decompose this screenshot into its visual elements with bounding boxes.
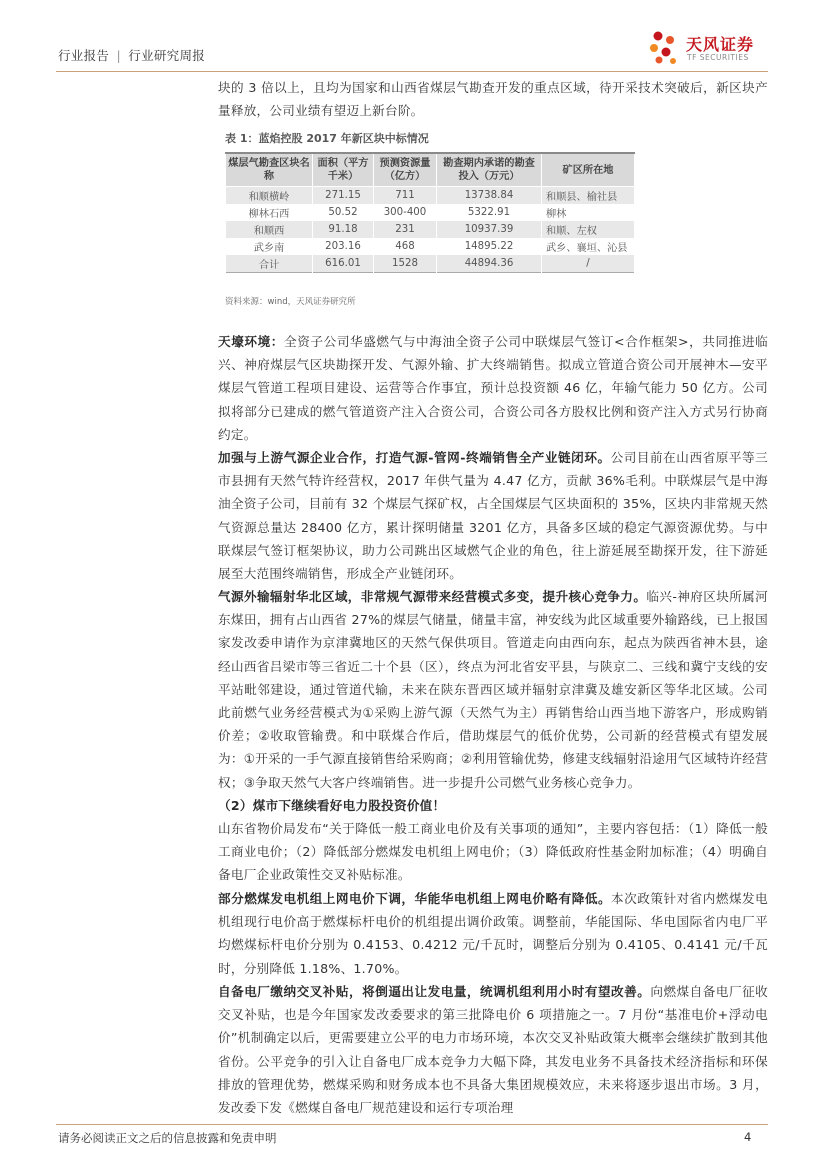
table-cell: 和顺横岭 <box>226 187 313 205</box>
footer-disclaimer: 请务必阅读正文之后的信息披露和免责申明 <box>58 1131 277 1145</box>
page-number: 4 <box>744 1130 752 1144</box>
body-text <box>218 585 768 794</box>
table-cell: 10937.39 <box>437 221 542 238</box>
section-paragraph <box>218 446 768 585</box>
section-body: 向燃煤自备电厂征收交叉补贴，也是今年国家发改委要求的第三批降电价 6 项措施之一。7 月份“基准电价+浮动电价”机制确定以后，更需要建立公平的电力市场环境，本次交叉补贴政策大概率会继续扩散到其他省份。公平竞争的引入让自备电厂成本竞争力大幅下降，其发电业务不具备技术经济指标和环保排放的管理优势，燃煤采购和财务成本也不具备大集团规模效应，未来将逐步退出市场。3 月，发改委下发《燃煤自备电厂规范建设和运行专项治理 <box>218 984 769 1116</box>
table-source: 资料来源：wind，天风证券研究所 <box>225 297 356 307</box>
table-header: 煤层气勘查区块名称 <box>226 153 313 187</box>
subsection-title-block <box>218 794 768 817</box>
table-cell: 300-400 <box>374 204 437 221</box>
section-body: 公司目前在山西省原平等三市县拥有天然气特许经营权，2017 年供气量为 4.47 亿方，贡献 36%毛利。中联煤层气是中海油全资子公司，目前有 32 个煤层气探矿权，占全国煤层气区块面积的 35%，区块内非常规天然气资源总量达 28400 亿方，累计探明储量 3201 亿方，具备多区域的稳定气源资源优势。与中联煤层气签订框架协议，助力公司跳出区域燃气企业的角色，往上游延展至勘探开发，往下游延展至大范围终端销售，形成全产业链闭环。 <box>218 450 768 582</box>
table-cell: / <box>542 255 635 273</box>
footer-divider <box>56 1124 768 1125</box>
body-text <box>218 980 768 1119</box>
section-lead: （2）煤市下继续看好电力股投资价值！ <box>218 798 446 813</box>
header-divider <box>56 71 768 72</box>
table-header-row <box>226 153 635 187</box>
table-cell: 14895.22 <box>437 238 542 255</box>
body-text <box>218 330 768 446</box>
body-text <box>218 887 768 980</box>
table-cell: 柳林石西 <box>226 204 313 221</box>
table-cell: 13738.84 <box>437 187 542 205</box>
section-lead: 气源外输辐射华北区域，非常规气源带来经营模式多变，提升核心竞争力。 <box>218 589 647 604</box>
section-body: 临兴-神府区块所属河东煤田，拥有占山西省 27%的煤层气储量，储量丰富，神安线为此区域重要外输路线，已上报国家发改委申请作为京津冀地区的天然气保供项目。管道走向由西向东，起点为陕西省神木县，途经山西省吕梁市等三省近二十个县（区），终点为河北省安平县，与陕京二、三线和冀宁支线的安平站毗邻建设，通过管道代输，未来在陕东晋西区域并辐射京津冀及雄安新区等华北区域。公司此前燃气业务经营模式为①采购上游气源（天然气为主）再销售给山西当地下游客户，形成购销价差；②收取管输费。和中联煤合作后，借助煤层气的低价优势，公司新的经营模式有望发展为：①开采的一手气源直接销售给采购商；②利用管输优势，修建支线辐射沿途用气区域特许经营权；③争取天然气大客户终端销售。进一步提升公司燃气业务核心竞争力。 <box>218 589 768 790</box>
section-paragraph <box>218 585 768 794</box>
table-cell: 50.52 <box>313 204 374 221</box>
table-header: 预测资源量（亿方） <box>374 153 437 187</box>
table-cell: 271.15 <box>313 187 374 205</box>
section-body: 全资子公司华盛燃气与中海油全资子公司中联煤层气签订<合作框架>，共同推进临兴、神府煤层气区块勘探开发、气源外输、扩大终端销售。拟成立管道合资公司开展神木—安平煤层气管道工程项目建设、运营等合作事宜，预计总投资额 46 亿，年输气能力 50 亿方。公司拟将部分已建成的燃气管道资产注入合资公司，合资公司各方股权比例和资产注入方式另行协商约定。 <box>218 334 769 442</box>
table-header: 勘查期内承诺的勘查投入（万元） <box>437 153 542 187</box>
table-row <box>226 255 635 273</box>
section-paragraph <box>218 980 768 1119</box>
data-table <box>225 152 635 273</box>
logo-english: TF SECURITIES <box>687 53 749 62</box>
table-cell: 44894.36 <box>437 255 542 273</box>
body-text <box>218 817 768 887</box>
table-cell: 和顺、左权 <box>542 221 635 238</box>
table-header: 面积（平方千米） <box>313 153 374 187</box>
section-paragraph: 山东省物价局发布“关于降低一般工商业电价及有关事项的通知”，主要内容包括：（1）降低一般工商业电价；（2）降低部分燃煤发电机组上网电价；（3）降低政府性基金附加标准；（4）明确自备电厂企业政策性交叉补贴标准。 <box>218 821 768 883</box>
section-body: 本次政策针对省内燃煤发电机组现行电价高于燃煤标杆电价的机组提出调价政策。调整前，华能国际、华电国际省内电厂平均燃煤标杆电价分别为 0.4153、0.4212 元/千瓦时，调整后分别为 0.4105、0.4141 元/千瓦时，分别降低 1.18%、1.70%。 <box>218 891 769 976</box>
section-lead: 自备电厂缴纳交叉补贴，将倒逼出让发电量，统调机组利用小时有望改善。 <box>218 984 651 999</box>
logo-name: 天风证券 <box>686 35 755 54</box>
table-row <box>226 238 635 255</box>
table-cell: 91.18 <box>313 221 374 238</box>
table-cell: 武乡南 <box>226 238 313 255</box>
table-cell: 5322.91 <box>437 204 542 221</box>
intro-paragraph: 块的 3 倍以上，且均为国家和山西省煤层气勘查开发的重点区域，待开采技术突破后，新区块产量释放，公司业绩有望迈上新台阶。 <box>218 80 768 119</box>
subsection-title <box>218 794 768 817</box>
table-cell: 711 <box>374 187 437 205</box>
table-caption: 表 1：蓝焰控股 2017 年新区块中标情况 <box>225 132 429 145</box>
section-lead: 部分燃煤发电机组上网电价下调，华能华电机组上网电价略有降低。 <box>218 891 612 906</box>
table-cell: 203.16 <box>313 238 374 255</box>
table-header: 矿区所在地 <box>542 153 635 187</box>
section-lead: 天壕环境： <box>218 334 285 349</box>
body-text <box>218 446 768 585</box>
table-cell: 468 <box>374 238 437 255</box>
table-row <box>226 204 635 221</box>
section-paragraph <box>218 330 768 446</box>
table-cell: 231 <box>374 221 437 238</box>
section-lead: 加强与上游气源企业合作，打造气源-管网-终端销售全产业链闭环。 <box>218 450 611 465</box>
table-row <box>226 187 635 205</box>
table-row <box>226 221 635 238</box>
intro-block <box>218 76 768 122</box>
table-cell: 1528 <box>374 255 437 273</box>
table-cell: 616.01 <box>313 255 374 273</box>
table-cell: 合计 <box>226 255 313 273</box>
table-cell: 和顺西 <box>226 221 313 238</box>
table-cell: 武乡、襄垣、沁县 <box>542 238 635 255</box>
section-paragraph <box>218 887 768 980</box>
report-subtype: 行业研究周报 <box>128 48 206 63</box>
table-block <box>225 130 635 273</box>
table-cell: 柳林 <box>542 204 635 221</box>
table-cell: 和顺县、榆社县 <box>542 187 635 205</box>
report-header <box>58 46 205 64</box>
report-type: 行业报告 <box>58 48 110 63</box>
header-separator: | <box>116 48 121 63</box>
